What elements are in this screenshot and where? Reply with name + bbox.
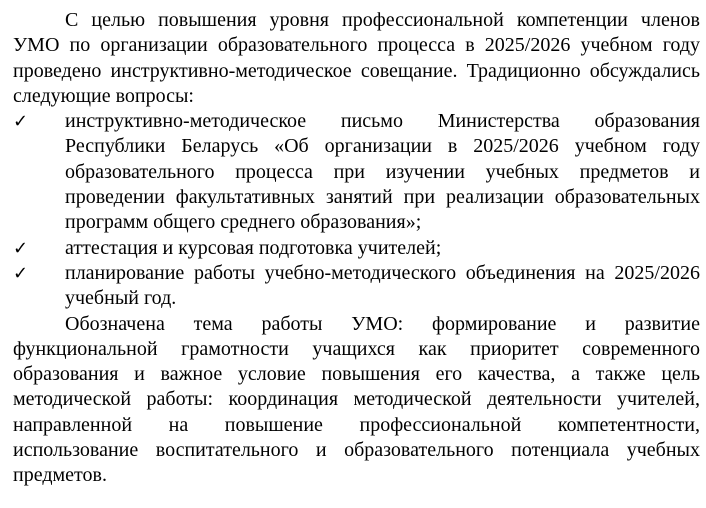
list-item <box>13 261 700 312</box>
check-icon: ✓ <box>13 262 29 284</box>
list-item <box>13 109 700 235</box>
check-icon: ✓ <box>13 237 29 259</box>
document-body <box>13 8 700 489</box>
list-item-text: планирование работы учебно-методического объединения на 2025/2026 учебный год. <box>65 261 700 310</box>
list-item-text: инструктивно-методическое письмо Министерства образования Республики Беларусь «Об организации в 2025/2026 учебном году образовательного процесса при изучении учебных предметов и проведении факультативных занятий при реализации образовательных программ общего среднего образования»; <box>65 110 700 234</box>
intro-paragraph: С целью повышения уровня профессиональной компетенции членов УМО по организации образовательного процесса в 2025/2026 учебном году проведено инструктивно-методическое совещание. Традиционно обсуждались следующие вопросы: <box>13 9 700 107</box>
list-item <box>13 236 700 261</box>
check-icon: ✓ <box>13 111 29 133</box>
conclusion-paragraph: Обозначена тема работы УМО: формирование и развитие функциональной грамотности учащихся как приоритет современного образования и важное условие повышения его качества, а также цель методической работы: координация методической деятельности учителей, направленной на повышение профессиональной компетентности, использование воспитательного и образовательного потенциала учебных предметов. <box>13 312 700 487</box>
checklist <box>13 109 700 311</box>
list-item-text: аттестация и курсовая подготовка учителей; <box>65 236 442 259</box>
